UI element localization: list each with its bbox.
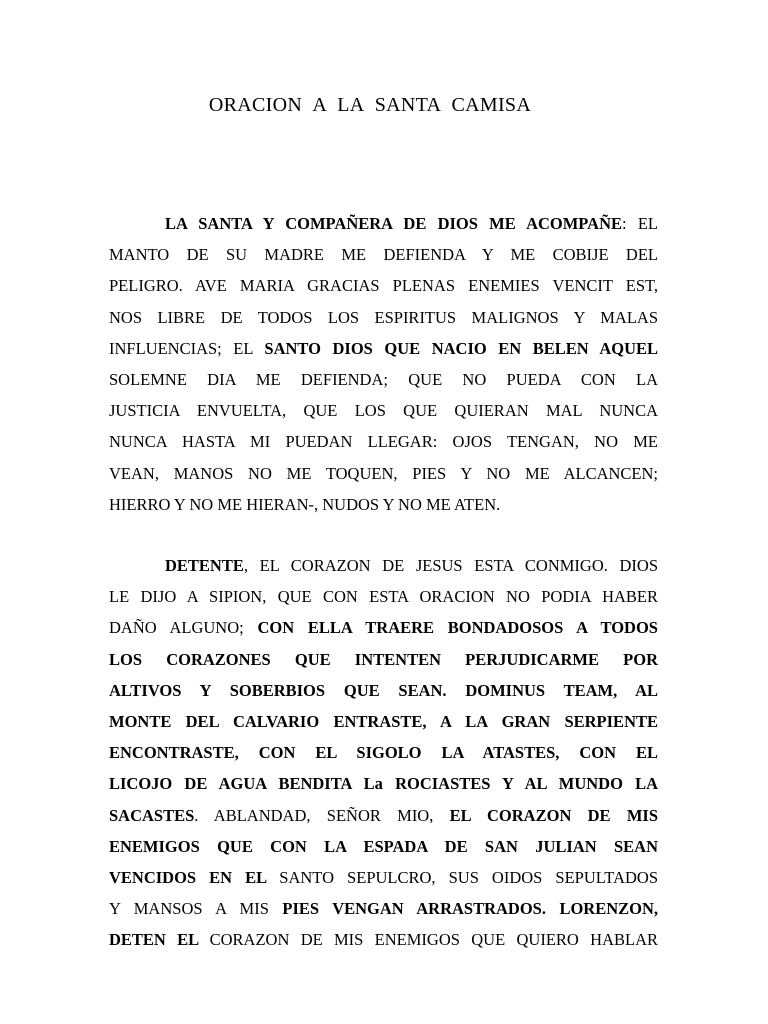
text-line — [109, 270, 658, 301]
text-line — [109, 208, 658, 239]
text-line — [109, 706, 658, 737]
text-line — [109, 612, 658, 643]
text-line — [109, 395, 658, 426]
text-line — [109, 737, 658, 768]
bold-text-run: MONTE DEL CALVARIO ENTRASTE, A LA GRAN SERPIENTE — [109, 712, 658, 732]
bold-text-run: PIES VENGAN ARRASTRADOS. LORENZON, — [282, 899, 658, 919]
text-run: INFLUENCIAS; EL — [109, 338, 265, 358]
text-run: CORAZON DE MIS ENEMIGOS QUE QUIERO HABLAR — [209, 930, 658, 950]
text-run: SANTO SEPULCRO, SUS OIDOS SEPULTADOS — [279, 868, 658, 888]
bold-text-run: ALTIVOS Y SOBERBIOS QUE SEAN. DOMINUS TEAM, AL — [109, 680, 658, 700]
text-run: MANTO DE SU MADRE ME DEFIENDA Y ME COBIJE DEL — [109, 245, 658, 265]
bold-text-run: LOS CORAZONES QUE INTENTEN PERJUDICARME POR — [109, 649, 658, 669]
text-line — [109, 924, 658, 955]
text-line — [109, 458, 658, 489]
bold-text-run: VENCIDOS EN EL — [109, 868, 280, 888]
text-line — [109, 800, 658, 831]
text-run: DAÑO ALGUNO; — [109, 618, 258, 638]
text-run: , EL CORAZON DE JESUS ESTA CONMIGO. DIOS — [243, 556, 658, 575]
paragraph-2 — [109, 550, 658, 956]
text-run: Y MANSOS A MIS — [109, 899, 283, 919]
bold-text-run: DETEN EL — [109, 930, 210, 950]
text-line — [109, 333, 658, 364]
bold-text-run: ENEMIGOS QUE CON LA ESPADA DE SAN JULIAN SEAN — [109, 836, 658, 856]
text-run: SOLEMNE DIA ME DEFIENDA; QUE NO PUEDA CON LA — [109, 370, 658, 390]
text-run: NUNCA HASTA MI PUEDAN LLEGAR: OJOS TENGAN, NO ME — [109, 432, 658, 452]
bold-text-run: LA SANTA Y COMPAÑERA DE DIOS ME ACOMPAÑE — [165, 214, 622, 233]
text-run: HIERRO Y NO ME HIERAN-, NUDOS Y NO ME ATEN. — [109, 494, 501, 514]
text-run: . ABLANDAD, SEÑOR MIO, — [194, 805, 450, 825]
text-line — [109, 644, 658, 675]
text-line — [109, 302, 658, 333]
bold-text-run: LICOJO DE AGUA BENDITA La ROCIASTES Y AL MUNDO LA — [109, 774, 658, 794]
text-run: PELIGRO. AVE MARIA GRACIAS PLENAS ENEMIES VENCIT EST, — [109, 276, 658, 296]
text-line — [109, 581, 658, 612]
text-line — [109, 364, 658, 395]
text-run: NOS LIBRE DE TODOS LOS ESPIRITUS MALIGNOS Y MALAS — [109, 307, 658, 327]
document-title: ORACION A LA SANTA CAMISA — [208, 94, 532, 116]
text-run: LE DIJO A SIPION, QUE CON ESTA ORACION NO PODIA HABER — [109, 587, 658, 607]
text-line — [109, 862, 658, 893]
bold-text-run: ENCONTRASTE, CON EL SIGOLO LA ATASTES, CON EL — [109, 743, 658, 763]
bold-text-run: EL CORAZON DE MIS — [449, 805, 659, 825]
bold-text-run: DETENTE — [165, 556, 244, 575]
text-run: : EL — [622, 214, 658, 233]
bold-text-run: CON ELLA TRAERE BONDADOSOS A TODOS — [257, 618, 658, 638]
text-run: JUSTICIA ENVUELTA, QUE LOS QUE QUIERAN MAL NUNCA — [109, 401, 658, 421]
text-line — [109, 675, 658, 706]
bold-text-run: SANTO DIOS QUE NACIO EN BELEN AQUEL — [264, 338, 658, 358]
text-line — [109, 489, 658, 520]
text-line — [109, 426, 658, 457]
text-line — [109, 239, 658, 270]
bold-text-run: SACASTES — [109, 805, 195, 825]
text-line — [109, 831, 658, 862]
text-run: VEAN, MANOS NO ME TOQUEN, PIES Y NO ME ALCANCEN; — [109, 463, 658, 483]
text-line — [109, 893, 658, 924]
text-line — [109, 550, 658, 581]
paragraph-1 — [109, 208, 658, 520]
text-line — [109, 768, 658, 799]
